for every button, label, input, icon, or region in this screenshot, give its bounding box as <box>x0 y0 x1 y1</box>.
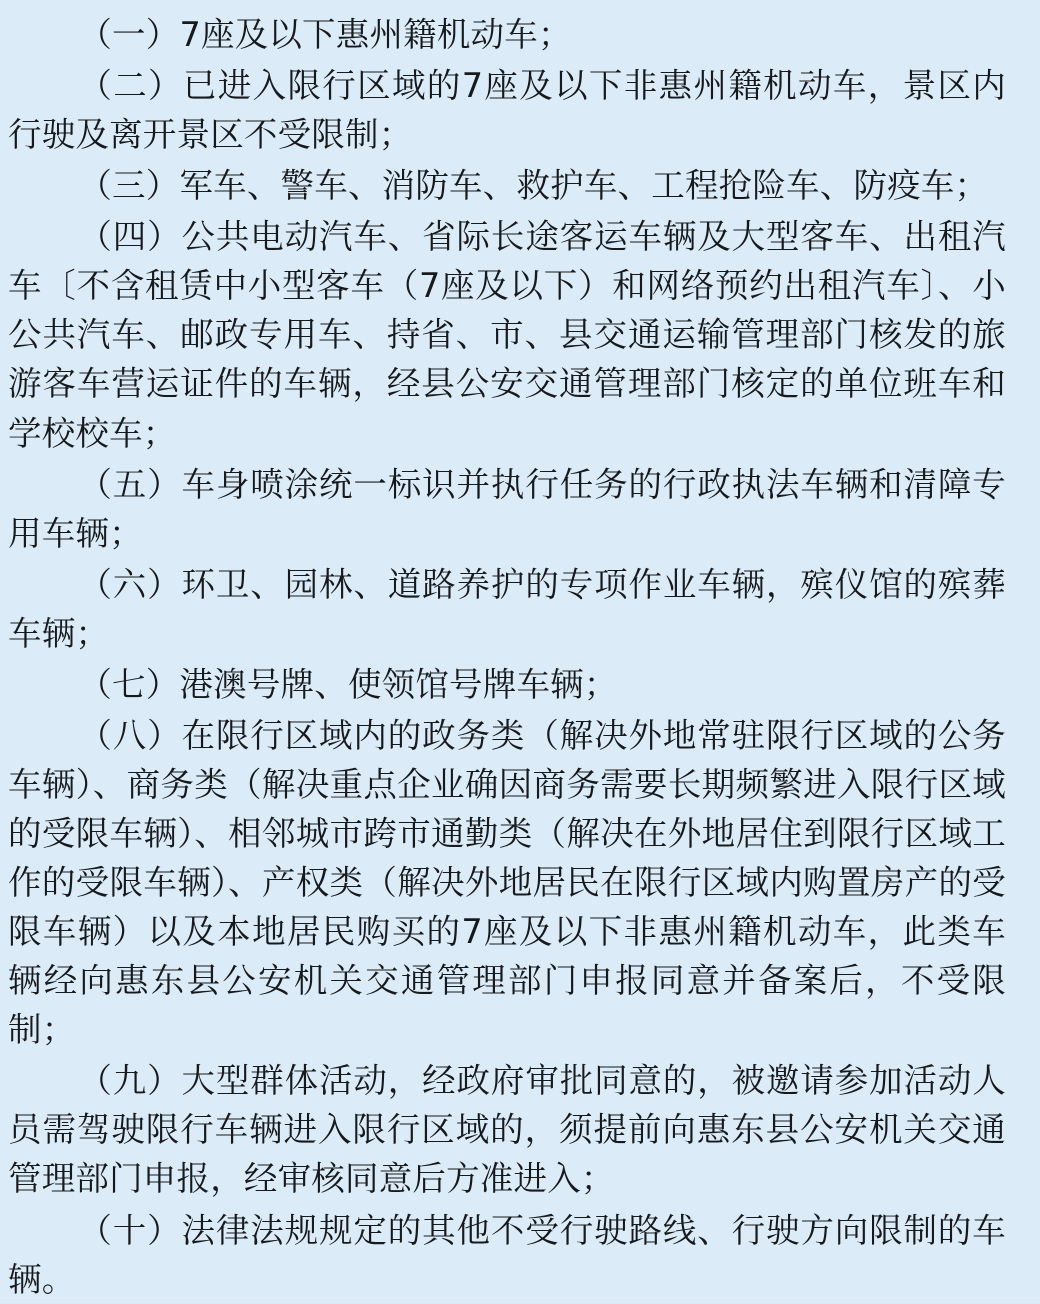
clause-paragraph-10: （十）法律法规规定的其他不受行驶路线、行驶方向限制的车辆。 <box>8 1210 1006 1299</box>
clause-paragraph-5: （五）车身喷涂统一标识并执行任务的行政执法车辆和清障专用车辆； <box>8 464 1006 553</box>
clause-paragraph-9: （九）大型群体活动，经政府审批同意的，被邀请参加活动人员需驾驶限行车辆进入限行区域的，须提前向惠东县公安机关交通管理部门申报，经审核同意后方准进入； <box>8 1061 1006 1199</box>
clause-paragraph-1: （一）7座及以下惠州籍机动车； <box>78 15 572 54</box>
clause-paragraph-8: （八）在限行区域内的政务类（解决外地常驻限行区域的公务车辆）、商务类（解决重点企业确因商务需要长期频繁进入限行区域的受限车辆）、相邻城市跨市通勤类（解决在外地居住到限行区域工作的受限车辆）、产权类（解决外地居民在限行区域内购置房产的受限车辆）以及本地居民购买的7座及以下非惠州籍机动车，此类车辆经向惠东县公安机关交通管理部门申报同意并备案后，不受限制； <box>8 715 1006 1050</box>
document-body <box>8 10 1006 1304</box>
clause-paragraph-3: （三）军车、警车、消防车、救护车、工程抢险车、防疫车； <box>78 166 989 206</box>
clause-paragraph-4: （四）公共电动汽车、省际长途客运车辆及大型客车、出租汽车〔不含租赁中小型客车（7座及以下）和网络预约出租汽车〕、小公共汽车、邮政专用车、持省、市、县交通运输管理部门核发的旅游客车营运证件的车辆，经县公安交通管理部门核定的单位班车和学校校车； <box>8 217 1006 453</box>
clause-paragraph-6: （六）环卫、园林、道路养护的专项作业车辆，殡仪馆的殡葬车辆； <box>8 564 1006 653</box>
clause-paragraph-2: （二）已进入限行区域的7座及以下非惠州籍机动车，景区内行驶及离开景区不受限制； <box>8 66 1006 155</box>
clause-paragraph-7: （七）港澳号牌、使领馆号牌车辆； <box>78 664 618 704</box>
